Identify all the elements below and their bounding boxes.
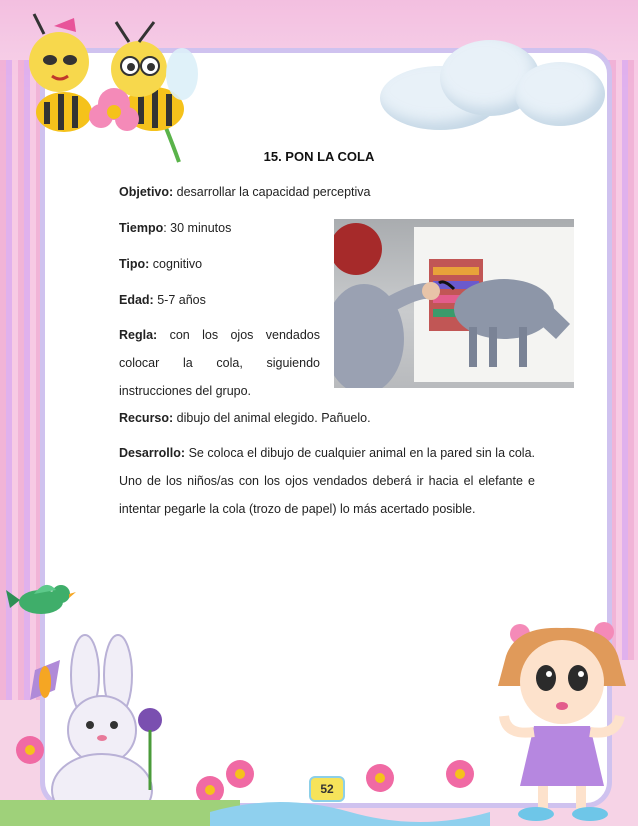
desarrollo-block (119, 439, 535, 523)
tiempo-label: Tiempo (119, 221, 164, 235)
regla-line-1 (119, 321, 320, 349)
desarrollo-line-1 (119, 439, 535, 467)
tiempo-line (119, 214, 231, 242)
girl-illustration (486, 616, 638, 826)
edad-text: 5-7 años (153, 293, 206, 307)
tiempo-text: : 30 minutos (163, 221, 232, 235)
tipo-line (119, 250, 202, 278)
bunny-flowers-illustration (0, 630, 240, 826)
flowers-bottom-illustration (210, 752, 490, 826)
recurso-label: Recurso: (119, 411, 174, 425)
desarrollo-line-1-text: Se coloca el dibujo de cualquier animal en la pared sin la cola. (185, 446, 535, 460)
cloud-icon (515, 62, 605, 126)
regla-block (119, 321, 320, 405)
regla-line-1-text: con los ojos vendados (169, 328, 320, 342)
edad-line (119, 286, 206, 314)
recurso-text: dibujo del animal elegido. Pañuelo. (173, 411, 371, 425)
activity-title: 15. PON LA COLA (263, 149, 375, 164)
objetivo-text: desarrollar la capacidad perceptiva (173, 185, 371, 199)
objetivo-label: Objetivo: (119, 185, 174, 199)
edad-label: Edad: (119, 293, 154, 307)
recurso-line (119, 404, 371, 432)
objetivo-line (119, 178, 371, 206)
desarrollo-line-2: Uno de los niños/as con los ojos vendados deberá ir hacia el elefante e (119, 474, 535, 488)
tipo-text: cognitivo (149, 257, 203, 271)
bees-illustration (4, 4, 204, 164)
regla-line-2: colocar la cola, siguiendo (119, 356, 320, 370)
tipo-label: Tipo: (119, 257, 150, 271)
regla-line-3: instrucciones del grupo. (119, 384, 252, 398)
desarrollo-label: Desarrollo: (119, 446, 185, 460)
desarrollo-line-3: intentar pegarle la cola (trozo de papel) lo más acertado posible. (119, 502, 476, 516)
regla-label: Regla: (119, 328, 158, 342)
activity-photo (334, 219, 574, 388)
bird-illustration (6, 578, 76, 622)
donkey-photo-illustration (334, 219, 574, 388)
page-number-badge: 52 (309, 776, 345, 802)
